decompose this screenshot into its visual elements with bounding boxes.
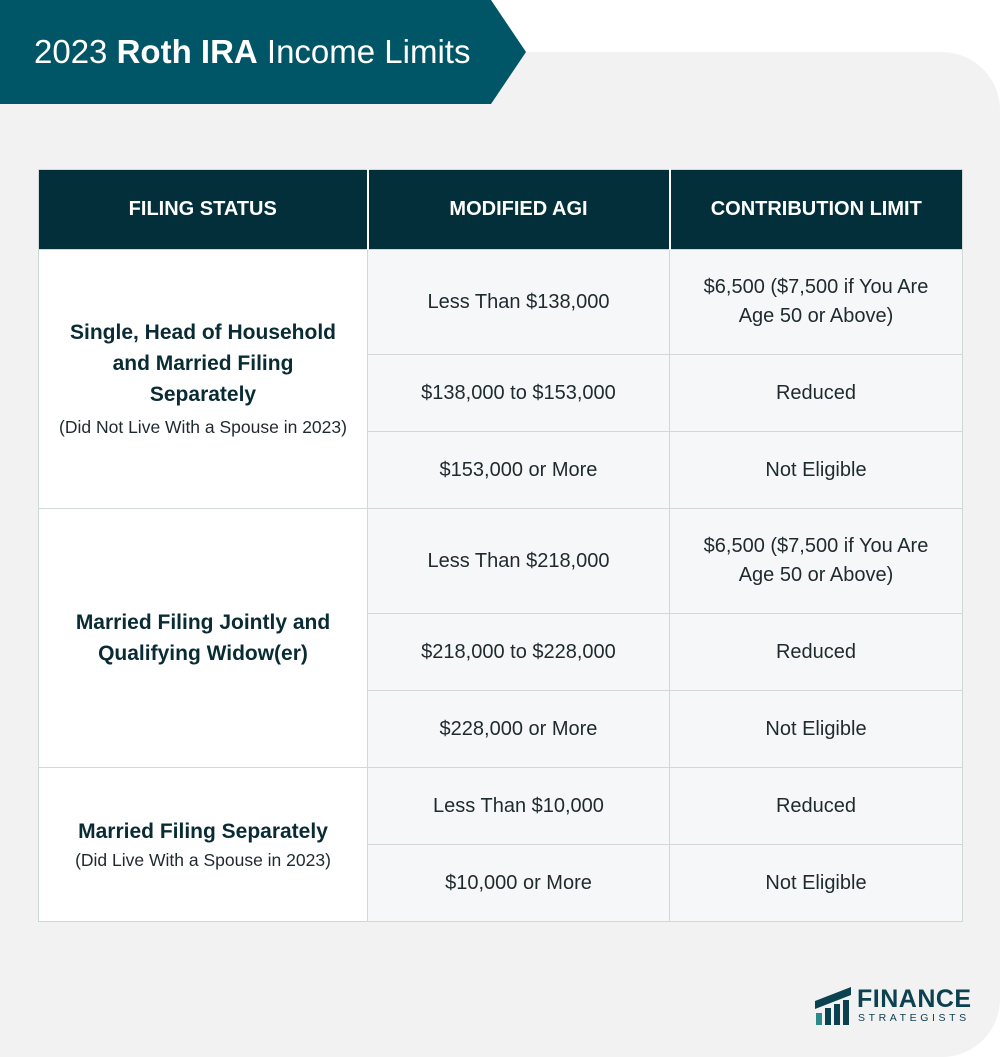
filing-status-label: Married Filing Separately [78, 819, 328, 843]
table-row [39, 250, 963, 355]
contribution-limit-cell: Reduced [670, 614, 963, 691]
modified-agi-cell: $218,000 to $228,000 [368, 614, 670, 691]
modified-agi-cell: Less Than $218,000 [368, 509, 670, 614]
modified-agi-cell: $153,000 or More [368, 432, 670, 509]
header-filing-status: FILING STATUS [39, 170, 368, 250]
contribution-limit-cell: $6,500 ($7,500 if You Are Age 50 or Above) [670, 509, 963, 614]
modified-agi-cell: Less Than $138,000 [368, 250, 670, 355]
contribution-limit-cell: Not Eligible [670, 845, 963, 922]
filing-status-cell [39, 250, 368, 509]
modified-agi-cell: $10,000 or More [368, 845, 670, 922]
contribution-limit-cell: Not Eligible [670, 691, 963, 768]
title-year: 2023 [34, 33, 117, 70]
table-header-row [39, 170, 963, 250]
table-row [39, 509, 963, 614]
modified-agi-cell: Less Than $10,000 [368, 768, 670, 845]
contribution-limit-cell: $6,500 ($7,500 if You Are Age 50 or Above) [670, 250, 963, 355]
title-emphasis: Roth IRA [116, 33, 258, 70]
header-contribution-limit: CONTRIBUTION LIMIT [670, 170, 963, 250]
header-modified-agi: MODIFIED AGI [368, 170, 670, 250]
finance-strategists-logo [813, 985, 973, 1027]
modified-agi-cell: $138,000 to $153,000 [368, 355, 670, 432]
contribution-limit-cell: Reduced [670, 355, 963, 432]
contribution-limit-cell: Reduced [670, 768, 963, 845]
filing-status-cell [39, 509, 368, 768]
filing-status-note: (Did Live With a Spouse in 2023) [75, 849, 331, 870]
table-row [39, 768, 963, 845]
logo-name: FINANCE [857, 985, 972, 1013]
contribution-limit-cell: Not Eligible [670, 432, 963, 509]
filing-status-label: Single, Head of Household and Married Filing Separately [69, 321, 337, 406]
logo-tagline: STRATEGISTS [858, 1012, 970, 1024]
title-banner [0, 0, 526, 104]
filing-status-cell [39, 768, 368, 922]
page-title [34, 30, 470, 74]
modified-agi-cell: $228,000 or More [368, 691, 670, 768]
logo-chart-icon [813, 987, 853, 1025]
filing-status-label: Married Filing Jointly and Qualifying Widow(er) [75, 611, 331, 665]
filing-status-note: (Did Not Live With a Spouse in 2023) [59, 417, 347, 437]
title-suffix: Income Limits [257, 33, 471, 70]
income-limits-table [38, 169, 963, 922]
